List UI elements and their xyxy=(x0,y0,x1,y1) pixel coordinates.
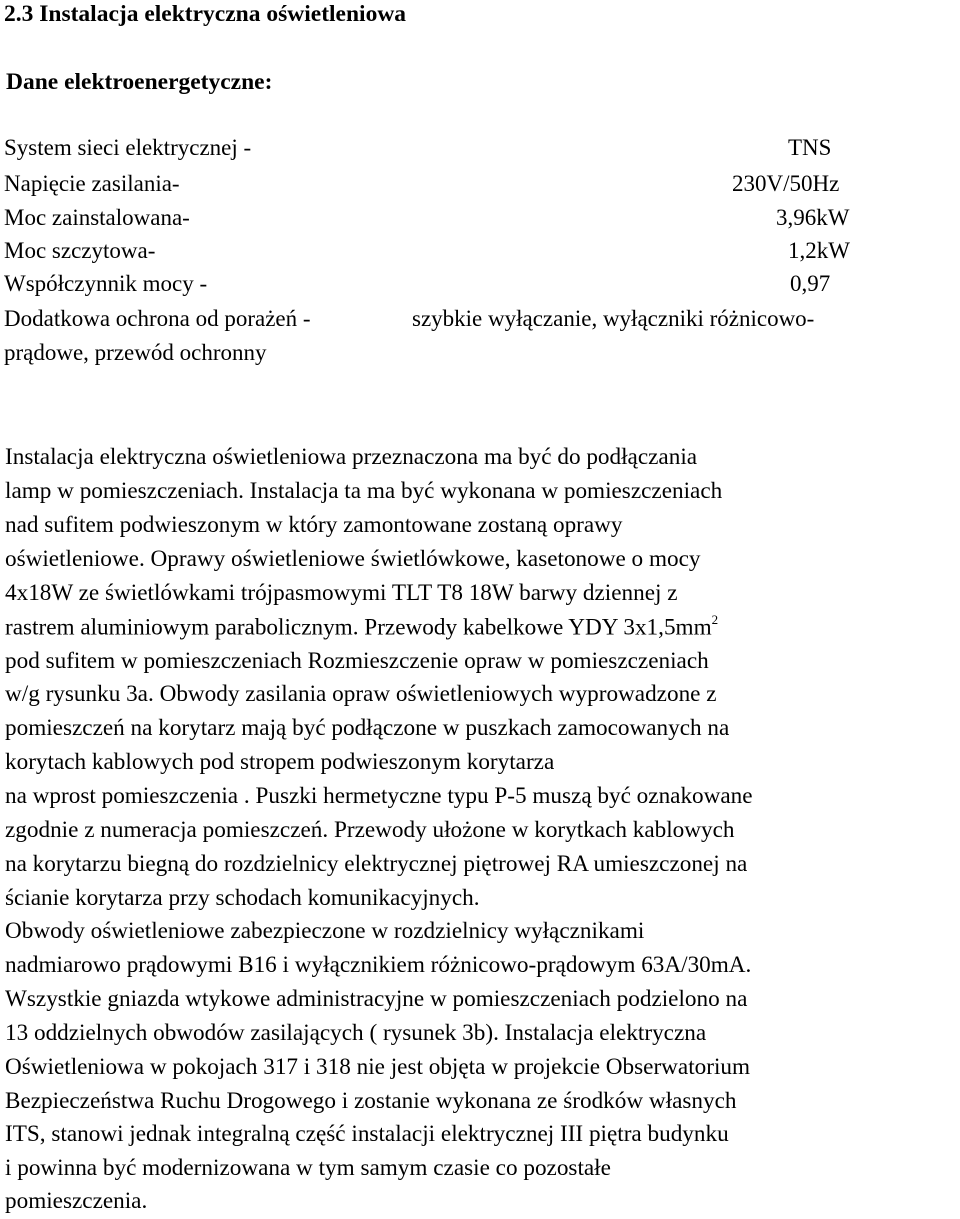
spec-value-peak-power: 1,2kW xyxy=(788,238,850,263)
body-line: i powinna być modernizowana w tym samym czasie co pozostałe xyxy=(5,1155,611,1181)
spec-label-installed-power: Moc zainstalowana- xyxy=(4,205,190,230)
spec-label-power-factor: Współczynnik mocy - xyxy=(4,271,208,296)
spec-label-system: System sieci elektrycznej - xyxy=(4,135,252,160)
spec-value-protection: szybkie wyłączanie, wyłączniki różnicowo- xyxy=(412,306,815,331)
spec-label-peak-power: Moc szczytowa- xyxy=(4,238,156,263)
body-line: na korytarzu biegną do rozdzielnicy elektrycznej piętrowej RA umieszczonej na xyxy=(5,851,748,877)
body-line: Bezpieczeństwa Ruchu Drogowego i zostanie wykonana ze środków własnych xyxy=(5,1088,737,1114)
body-line: lamp w pomieszczeniach. Instalacja ta ma być wykonana w pomieszczeniach xyxy=(5,478,723,504)
body-line: nad sufitem podwieszonym w który zamontowane zostaną oprawy xyxy=(5,512,623,538)
body-line: ścianie korytarza przy schodach komunikacyjnych. xyxy=(5,885,480,911)
body-line: ITS, stanowi jednak integralną część instalacji elektrycznej III piętra budynku xyxy=(5,1121,729,1147)
spec-value-installed-power: 3,96kW xyxy=(776,205,850,230)
body-line: w/g rysunku 3a. Obwody zasilania opraw oświetleniowych wyprowadzone z xyxy=(5,681,717,707)
body-line: oświetleniowe. Oprawy oświetleniowe świetlówkowe, kasetonowe o mocy xyxy=(5,546,701,572)
spec-value-voltage: 230V/50Hz xyxy=(732,171,840,196)
body-line: na wprost pomieszczenia . Puszki hermetyczne typu P-5 muszą być oznakowane xyxy=(5,783,753,809)
subheading: Dane elektroenergetyczne: xyxy=(6,69,273,95)
body-line: pomieszczenia. xyxy=(5,1188,148,1214)
body-line-with-sup xyxy=(5,614,718,642)
superscript: 2 xyxy=(711,612,719,627)
spec-label-protection: Dodatkowa ochrona od porażeń - xyxy=(4,306,311,331)
body-line: nadmiarowo prądowymi B16 i wyłącznikiem różnicowo-prądowym 63A/30mA. xyxy=(5,952,752,978)
body-line: Wszystkie gniazda wtykowe administracyjne w pomieszczeniach podzielono na xyxy=(5,986,748,1012)
body-line: 13 oddzielnych obwodów zasilających ( rysunek 3b). Instalacja elektryczna xyxy=(5,1020,707,1046)
spec-value-power-factor: 0,97 xyxy=(790,271,831,296)
body-line: rastrem aluminiowym parabolicznym. Przewody kabelkowe YDY 3x1,5mm xyxy=(5,614,712,641)
body-line: Obwody oświetleniowe zabezpieczone w rozdzielnicy wyłącznikami xyxy=(5,918,645,944)
body-line: pod sufitem w pomieszczeniach Rozmieszczenie opraw w pomieszczeniach xyxy=(5,648,709,674)
body-line: Oświetleniowa w pokojach 317 i 318 nie jest objęta w projekcie Obserwatorium xyxy=(5,1054,751,1080)
body-line: 4x18W ze świetlówkami trójpasmowymi TLT T8 18W barwy dziennej z xyxy=(5,580,678,606)
body-line: korytach kablowych pod stropem podwieszonym korytarza xyxy=(5,749,555,775)
body-line: pomieszczeń na korytarz mają być podłączone w puszkach zamocowanych na xyxy=(5,715,730,741)
spec-label-voltage: Napięcie zasilania- xyxy=(4,171,180,196)
spec-value-system: TNS xyxy=(788,135,832,160)
spec-value-protection-cont: prądowe, przewód ochronny xyxy=(4,340,267,365)
body-line: Instalacja elektryczna oświetleniowa przeznaczona ma być do podłączania xyxy=(5,444,698,470)
body-line: zgodnie z numeracja pomieszczeń. Przewody ułożone w korytkach kablowych xyxy=(5,817,735,843)
section-heading: 2.3 Instalacja elektryczna oświetleniowa xyxy=(4,1,407,27)
